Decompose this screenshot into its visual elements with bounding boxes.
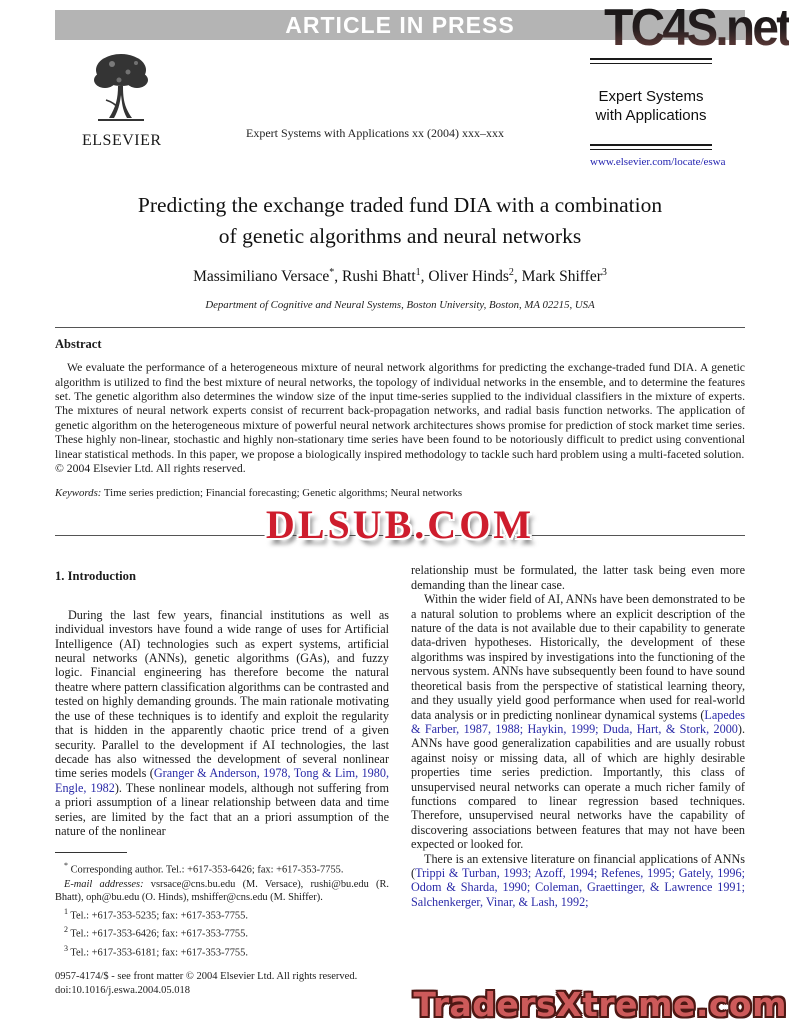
intro-paragraph-1: During the last few years, financial institutions as well as individual investors have found a wide range of uses for Artificial Intelligence (AI) technologies such as expert systems, artificial neural networks (ANNs), genetic algorithms (GAs), and fuzzy logic. Financial engineering has therefore become the natural theatre where pattern classification algorithms can be contrasted and tested on highly demanding grounds. The main rationale motivating the use of these techniques is to identify and exploit the regularity that is hidden in the apparently chaotic price trend of a given security. Parallel to the development if AI technologies, the last decade has also witnessed the development of several nonlinear time series models (Granger & Anderson, 1978, Tong & Lim, 1980, Engle, 1982). These nonlinear models, although not suffering from a priori assumption of a linear relationship between data and time series, are limited by the fact that an a priori assumption of the nature of the nonlinear: [55, 607, 389, 838]
email-addresses-label: E-mail addresses:: [64, 878, 144, 890]
doi-line: doi:10.1016/j.eswa.2004.05.018: [55, 985, 191, 996]
section-heading-introduction: 1. Introduction: [55, 569, 136, 584]
footnote-rule: [55, 852, 127, 853]
author-name: , Mark Shiffer$^3$: [513, 267, 607, 286]
keywords-line: [55, 487, 745, 499]
footnote-3: $^3$ Tel.: +617-353-6181; fax: +617-353-7755.: [64, 943, 248, 959]
right-column: [411, 563, 745, 960]
journal-citation-line: Expert Systems with Applications xx (2004) xxx–xxx: [246, 126, 504, 140]
footnote-1: $^1$ Tel.: +617-353-5235; fax: +617-353-7755.: [64, 907, 248, 922]
journal-url-link[interactable]: www.elsevier.com/locate/eswa: [590, 155, 726, 168]
elsevier-logo: [82, 50, 160, 150]
footnotes-block: [55, 852, 389, 960]
footnote-corresponding: * Corresponding author. Tel.: +617-353-6426; fax: +617-353-7755.: [64, 861, 344, 876]
left-column: [55, 563, 389, 960]
intro-paragraph-1-continued: relationship must be formulated, the latter task being even more demanding than the linear case.: [411, 563, 745, 592]
two-column-text: [55, 563, 745, 960]
dlsub-watermark: DLSUB.COM: [265, 502, 535, 548]
abstract-text: We evaluate the performance of a heterogeneous mixture of neural network algorithms for predicting the exchange-traded fund DIA. A genetic algorithm is utilized to find the best mixture of neural networks, the topology of individual networks in the ensemble, and to determine the features set. The genetic algorithm also determines the window size of the input time-series supplied to the individual classifiers in the mixture of experts. The mixtures of neural network experts consist of recurrent back-propagation networks, and radial basis function networks. The application of genetic algorithm on the heterogeneous mixture of powerful neural network architectures shows promise for prediction of stock market time series. These highly non-linear, stochastic and highly non-stationary time series have been found to be notoriously difficult to predict using conventional linear statistical methods. In this paper, we propose a biologically inspired methodology to tackle such hard problem using a multi-faceted solution.: [55, 361, 745, 461]
footnote-emails: E-mail addresses: vsrsace@cns.bu.edu (M. Versace), rushi@bu.edu (R. Bhatt), oph@bu.edu (O. Hinds), mshiffer@cns.edu (M. Shiffer).: [55, 878, 390, 904]
issn-line: 0957-4174/$ - see front matter © 2004 Elsevier Ltd. All rights reserved.: [55, 971, 358, 982]
intro-paragraph-3: There is an extensive literature on financial applications of ANNs (Trippi & Turban, 1993; Azoff, 1994; Refenes, 1995; Gately, 1996; Odom & Sharda, 1990; Coleman, Graettinger, & Lawrence 1991; Salchenkerger, Vinar, & Lash, 1992;: [411, 851, 745, 909]
paper-title: Predicting the exchange traded fund DIA with a combination of genetic algorithms and neural networks: [137, 193, 663, 248]
journal-cover-block: [590, 58, 726, 168]
authors-line: [55, 267, 745, 286]
citation-link[interactable]: Trippi & Turban, 1993; Azoff, 1994; Refenes, 1995; Gately, 1996; Odom & Sharda, 1990; Coleman, Graettinger, & Lawrence 1991; Salchenkerger, Vinar, & Lash, 1992;: [411, 865, 745, 909]
banner-text: ARTICLE IN PRESS: [285, 12, 515, 38]
keywords-label: Keywords:: [55, 487, 102, 500]
article-body: [55, 160, 745, 998]
double-rule-top: [590, 58, 712, 64]
header-rule: [55, 327, 745, 328]
copyright-line: © 2004 Elsevier Ltd. All rights reserved.: [55, 462, 246, 476]
tc4s-watermark: TC4S.net: [603, 0, 789, 57]
journal-name: Expert Systems with Applications: [595, 88, 707, 124]
tradersxtreme-watermark: TradersXtreme.com: [413, 985, 787, 1024]
citation-link[interactable]: Granger & Anderson, 1978, Tong & Lim, 1980, Engle, 1982: [55, 766, 389, 795]
keywords-text: Time series prediction; Financial forecasting; Genetic algorithms; Neural networks: [101, 487, 463, 500]
affiliation-line: Department of Cognitive and Neural Systems, Boston University, Boston, MA 02215, USA: [205, 299, 595, 312]
author-name: Massimiliano Versace*: [193, 267, 335, 286]
elsevier-wordmark: ELSEVIER: [82, 132, 162, 149]
abstract-heading: Abstract: [55, 337, 102, 352]
citation-link[interactable]: Lapedes & Farber, 1987, 1988; Haykin, 1999; Duda, Hart, & Stork, 2000: [411, 707, 745, 736]
footnote-2: $^2$ Tel.: +617-353-6426; fax: +617-353-7755.: [64, 925, 248, 940]
double-rule-bottom: [590, 144, 712, 150]
keywords-rule-area: [55, 503, 745, 559]
author-name: , Rushi Bhatt$^1$: [334, 267, 421, 286]
author-name: , Oliver Hinds$^2$: [420, 267, 514, 286]
elsevier-tree-icon: [92, 50, 150, 126]
intro-paragraph-2: Within the wider field of AI, ANNs have been demonstrated to be a natural solution to problems where an explicit description of the nature of the data is not available due to their capability to generate data-driven hypotheses. Historically, the development of these algorithms was inspired by investigations into the functioning of the nervous system. ANNs have subsequently been found to have sound theoretical basis from the perspective of statistical learning theory, and they usually yield good performance when used for real-world data analysis or in predicting nonlinear dynamical systems (Lapedes & Farber, 1987, 1988; Haykin, 1999; Duda, Hart, & Stork, 2000). ANNs have good generalization capabilities and are usually robust against noisy or missing data, all of which are highly desirable properties time series prediction. Importantly, this class of unsupervised neural networks can operate a much richer family of functions compared to linear regression based techniques. Therefore, unsupervised neural networks have the capability of discovering associations between features that may not have been expected or looked for.: [411, 592, 745, 852]
